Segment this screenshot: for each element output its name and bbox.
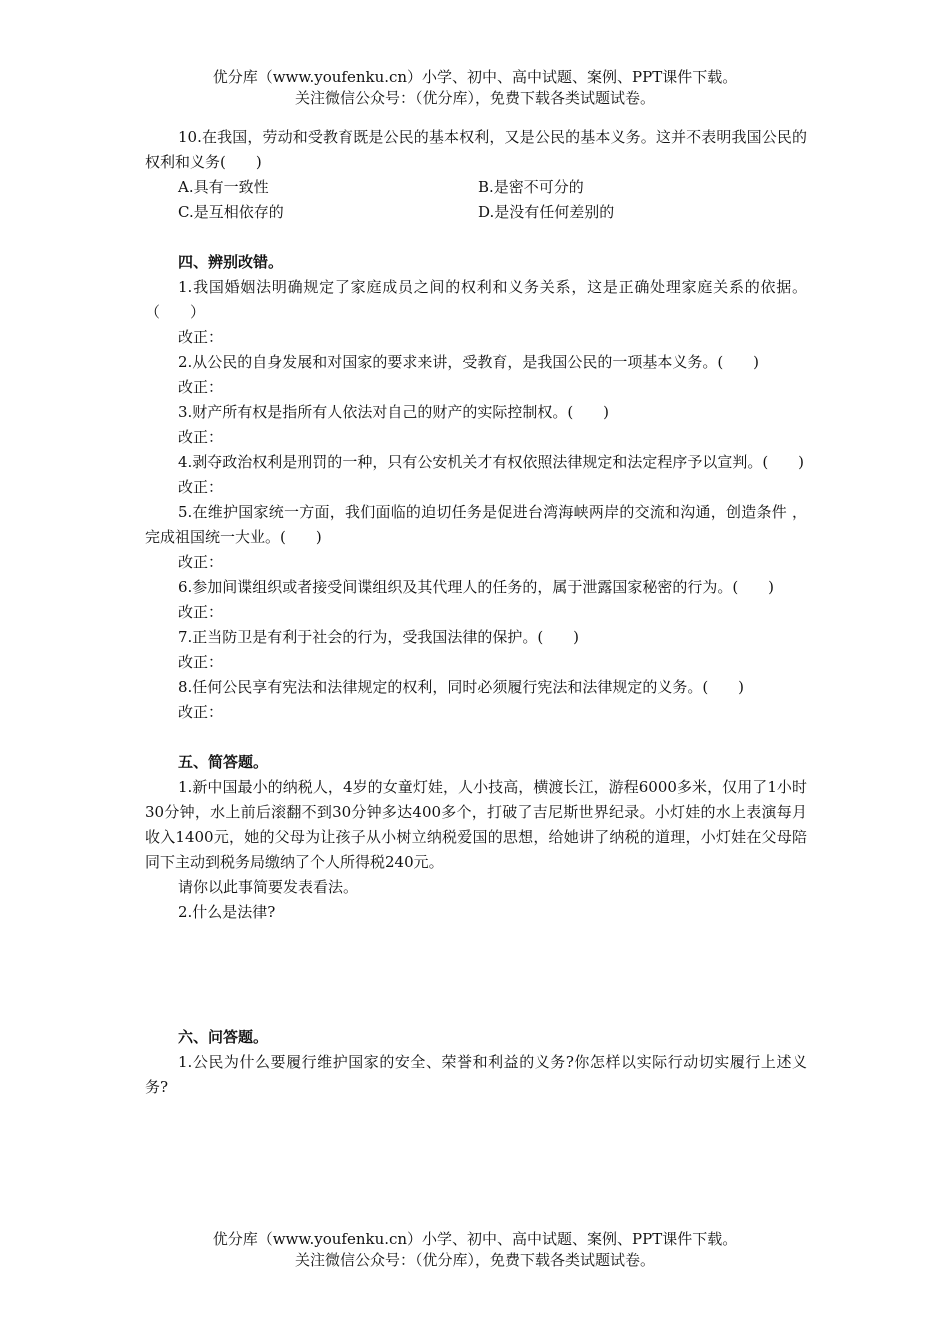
header-line-2: 关注微信公众号：（优分库），免费下载各类试题试卷。	[294, 89, 655, 107]
section-5-title: 五、简答题。	[178, 753, 269, 771]
footer-line-1: 优分库（www.youfenku.cn）小学、初中、高中试题、案例、PPT课件下载。	[212, 1230, 738, 1248]
question-10: 10.在我国，劳动和受教育既是公民的基本权利，又是公民的基本义务。这并不表明我国公民的权利和义务( )	[145, 128, 807, 171]
correction-label: 改正：	[178, 428, 224, 446]
correction-label: 改正：	[178, 478, 224, 496]
s4-item-7: 7.正当防卫是有利于社会的行为，受我国法律的保护。( )	[178, 628, 580, 646]
option-b: B.是密不可分的	[478, 178, 584, 196]
option-c: C.是互相依存的	[178, 203, 284, 221]
document-body	[145, 125, 807, 1100]
s6-question-1: 1.公民为什么要履行维护国家的安全、荣誉和利益的义务?你怎样以实际行动切实履行上述义务?	[145, 1053, 807, 1096]
s4-item-5: 5.在维护国家统一方面，我们面临的迫切任务是促进台湾海峡两岸的交流和沟通，创造条件 ，完成祖国统一大业。( )	[145, 503, 807, 546]
correction-label: 改正：	[178, 328, 224, 346]
question-10-options-row-2	[145, 200, 807, 225]
page-header	[0, 67, 950, 109]
correction-label: 改正：	[178, 378, 224, 396]
page-footer	[0, 1229, 950, 1271]
s4-item-6: 6.参加间谍组织或者接受间谍组织及其代理人的任务的，属于泄露国家秘密的行为。( )	[178, 578, 775, 596]
s4-item-1: 1.我国婚姻法明确规定了家庭成员之间的权利和义务关系，这是正确处理家庭关系的依据。（ ）	[145, 278, 807, 321]
s4-item-8: 8.任何公民享有宪法和法律规定的权利，同时必须履行宪法和法律规定的义务。( )	[178, 678, 745, 696]
section-4-title: 四、辨别改错。	[178, 253, 284, 271]
correction-label: 改正：	[178, 703, 224, 721]
s5-question-1: 1.新中国最小的纳税人，4岁的女童灯娃，人小技高，横渡长江，游程6000多米，仅用了1小时30分钟，水上前后滚翻不到30分钟多达400多个，打破了吉尼斯世界纪录。小灯娃的水上表演每月收入1400元，她的父母为让孩子从小树立纳税爱国的思想，给她讲了纳税的道理，小灯娃在父母陪同下主动到税务局缴纳了个人所得税240元。	[145, 778, 807, 871]
option-d: D.是没有任何差别的	[478, 203, 615, 221]
section-6-title: 六、问答题。	[178, 1028, 269, 1046]
question-10-options-row-1	[145, 175, 807, 200]
footer-line-2: 关注微信公众号：（优分库），免费下载各类试题试卷。	[294, 1251, 655, 1269]
header-line-1: 优分库（www.youfenku.cn）小学、初中、高中试题、案例、PPT课件下载。	[212, 68, 738, 86]
correction-label: 改正：	[178, 553, 224, 571]
option-a: A.具有一致性	[178, 178, 269, 196]
s4-item-3: 3.财产所有权是指所有人依法对自己的财产的实际控制权。( )	[178, 403, 610, 421]
s5-question-2: 2.什么是法律?	[178, 903, 276, 921]
correction-label: 改正：	[178, 603, 224, 621]
answer-space	[145, 925, 807, 1000]
s4-item-4: 4.剥夺政治权利是刑罚的一种，只有公安机关才有权依照法律规定和法定程序予以宣判。( )	[178, 453, 805, 471]
s5-question-1-prompt: 请你以此事简要发表看法。	[178, 878, 359, 896]
correction-label: 改正：	[178, 653, 224, 671]
s4-item-2: 2.从公民的自身发展和对国家的要求来讲，受教育，是我国公民的一项基本义务。( )	[178, 353, 760, 371]
